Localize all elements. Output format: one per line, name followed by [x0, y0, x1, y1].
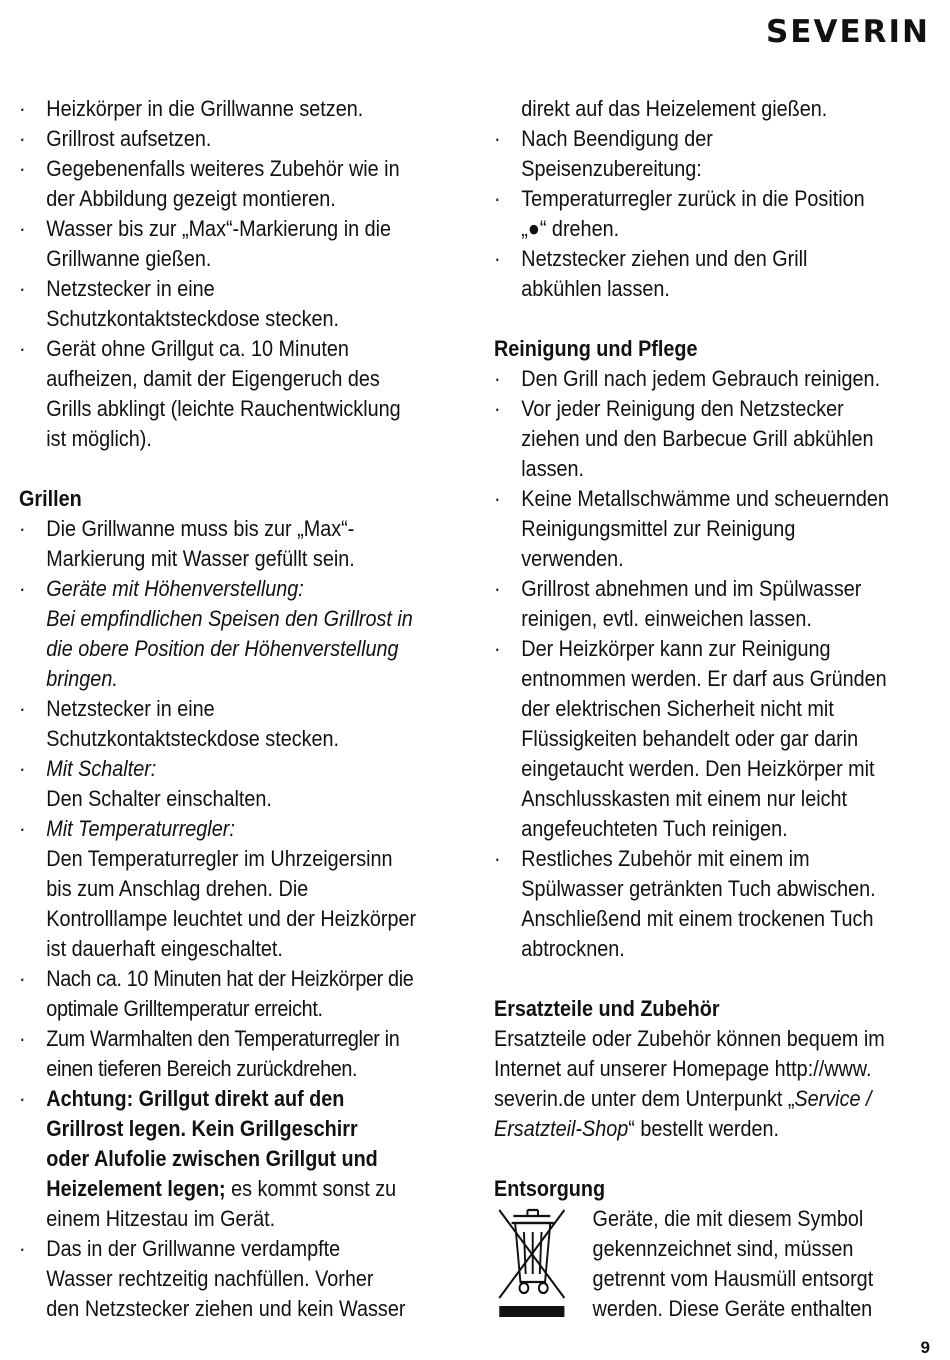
bullet: · [19, 1236, 26, 1261]
text-line: Anschließend mit einem trockenen Tuch [521, 906, 874, 931]
text-segment: “ drehen. [539, 216, 620, 241]
text-line: direkt auf das Heizelement gießen. [521, 96, 828, 121]
text-segment: „ [521, 216, 528, 241]
text-line: Reinigungsmittel zur Reinigung [521, 516, 796, 541]
section-heading-cleaning: Reinigung und Pflege [494, 336, 698, 361]
text-line: lassen. [521, 456, 585, 481]
text-line: Vor jeder Reinigung den Netzstecker [521, 396, 844, 421]
text-line: Grillrost abnehmen und im Spülwasser [521, 576, 862, 601]
text-line: Nach Beendigung der [521, 126, 713, 151]
text-line: einem Hitzestau im Gerät. [46, 1206, 276, 1231]
warning-line: Achtung: Grillgut direkt auf den [46, 1086, 345, 1111]
text-line: Den Temperaturregler im Uhrzeigersinn [46, 846, 393, 871]
text-line: Gegebenenfalls weiteres Zubehör wie in [46, 156, 400, 181]
text-segment: “ bestellt werden. [628, 1116, 780, 1141]
text-line: optimale Grilltemperatur erreicht. [46, 996, 323, 1021]
right-column [494, 94, 949, 1324]
text-line: Der Heizkörper kann zur Reinigung [521, 636, 831, 661]
warning-line: Grillrost legen. Kein Grillgeschirr [46, 1116, 358, 1141]
bullet: · [19, 1026, 26, 1051]
bullet: · [494, 366, 501, 391]
shop-link-text: Ersatzteil-Shop [494, 1116, 629, 1141]
text-line: Temperaturregler zurück in die Position [521, 186, 865, 211]
list-item-grillen-2 [19, 574, 463, 694]
text-line: Bei empfindlichen Speisen den Grillrost in [46, 606, 413, 631]
bullet: · [19, 516, 26, 541]
text-line: bis zum Anschlag drehen. Die [46, 876, 309, 901]
list-item-grillen-1 [19, 514, 463, 574]
text-line: werden. Diese Geräte enthalten [592, 1296, 873, 1321]
left-column [19, 94, 463, 1324]
list-item-grillen-3 [19, 694, 463, 754]
text-line: Grillwanne gießen. [46, 246, 212, 271]
text-line: Markierung mit Wasser gefüllt sein. [46, 546, 355, 571]
list-item-setup-2 [19, 124, 463, 154]
spacer [19, 454, 463, 484]
bullet: · [494, 576, 501, 601]
disposal-block [494, 1204, 949, 1324]
list-item-grillen-warning [19, 1084, 463, 1234]
list-item-continuation [494, 94, 949, 124]
list-item-setup-1 [19, 94, 463, 124]
text-line: einen tieferen Bereich zurückdrehen. [46, 1056, 358, 1081]
section-heading-grillen: Grillen [19, 486, 82, 511]
text-line: ziehen und den Barbecue Grill abkühlen [521, 426, 874, 451]
text-line: Netzstecker in eine [46, 696, 215, 721]
brand-logo: SEVERIN [765, 14, 930, 50]
page-number: 9 [920, 1338, 930, 1357]
text-line: bringen. [46, 666, 118, 691]
bullet: · [19, 816, 26, 841]
disposal-text [593, 1204, 874, 1324]
text-line: Den Schalter einschalten. [46, 786, 272, 811]
warning-line: oder Alufolie zwischen Grillgut und [46, 1146, 378, 1171]
text-line: Geräte, die mit diesem Symbol [592, 1206, 864, 1231]
spacer [494, 964, 949, 994]
bullet: · [494, 846, 501, 871]
text-line: gekennzeichnet sind, müssen [592, 1236, 854, 1261]
text-line: reinigen, evtl. einweichen lassen. [521, 606, 812, 631]
bullet: · [494, 396, 501, 421]
text-line: Grillrost aufsetzen. [46, 126, 212, 151]
text-line: Keine Metallschwämme und scheuernden [521, 486, 889, 511]
warning-text: Heizelement legen; [46, 1176, 226, 1201]
text-line: der elektrischen Sicherheit nicht mit [521, 696, 834, 721]
bullet: · [19, 696, 26, 721]
text-line: Wasser bis zur „Max“-Markierung in die [46, 216, 392, 241]
text-line: Grills abklingt (leichte Rauchentwicklung [46, 396, 401, 421]
text-line: angefeuchteten Tuch reinigen. [521, 816, 788, 841]
list-item-grillen-5 [19, 814, 463, 964]
text-line: Netzstecker in eine [46, 276, 215, 301]
list-item-grillen-9 [19, 1234, 463, 1324]
text-line [521, 214, 949, 244]
text-line: Gerät ohne Grillgut ca. 10 Minuten [46, 336, 349, 361]
list-item-cleaning-4 [494, 574, 949, 634]
bullet: · [19, 966, 26, 991]
bullet: · [19, 216, 26, 241]
text-line: Heizkörper in die Grillwanne setzen. [46, 96, 364, 121]
bullet: · [19, 276, 26, 301]
text-line: abkühlen lassen. [521, 276, 670, 301]
list-item-cleaning-1 [494, 364, 949, 394]
text-line: Flüssigkeiten behandelt oder gar darin [521, 726, 859, 751]
text-line: aufheizen, damit der Eigengeruch des [46, 366, 380, 391]
list-item-grillen-7 [19, 1024, 463, 1084]
spare-parts-paragraph [494, 1024, 949, 1144]
text-line [494, 1084, 949, 1114]
setup-steps-list [19, 94, 463, 454]
item-label: Mit Schalter: [46, 756, 157, 781]
text-segment: severin.de unter dem Unterpunkt „ [494, 1086, 795, 1111]
text-line: Anschlusskasten mit einem nur leicht [521, 786, 848, 811]
text-line [494, 1114, 949, 1144]
bullet: · [19, 126, 26, 151]
list-item-setup-5 [19, 274, 463, 334]
list-item-end-3 [494, 244, 949, 304]
crossed-out-wheelie-bin-icon [494, 1206, 570, 1318]
list-item-setup-3 [19, 154, 463, 214]
bullet: · [494, 186, 501, 211]
text-line: Wasser rechtzeitig nachfüllen. Vorher [46, 1266, 374, 1291]
text-line: Ersatzteile oder Zubehör können bequem im [494, 1026, 885, 1051]
item-label: Mit Temperaturregler: [46, 816, 235, 841]
text-line: Speisenzubereitung: [521, 156, 702, 181]
text-line: Den Grill nach jedem Gebrauch reinigen. [521, 366, 881, 391]
text-line: der Abbildung gezeigt montieren. [46, 186, 336, 211]
section-heading-disposal: Entsorgung [494, 1176, 606, 1201]
text-line: Kontrolllampe leuchtet und der Heizkörper [46, 906, 417, 931]
text-line: Spülwasser getränkten Tuch abwischen. [521, 876, 876, 901]
list-item-end-2 [494, 184, 949, 244]
bullet: · [494, 126, 501, 151]
text-line: abtrocknen. [521, 936, 625, 961]
spacer [494, 1144, 949, 1174]
bullet: · [494, 246, 501, 271]
list-item-end-1 [494, 124, 949, 184]
list-item-setup-4 [19, 214, 463, 274]
service-link-text: Service / [794, 1086, 872, 1111]
list-item-setup-6 [19, 334, 463, 454]
text-line: die obere Position der Höhenverstellung [46, 636, 399, 661]
bullet: · [19, 756, 26, 781]
text-line: ist dauerhaft eingeschaltet. [46, 936, 283, 961]
off-position-symbol-icon: ● [527, 216, 540, 241]
section-heading-spare-parts: Ersatzteile und Zubehör [494, 996, 720, 1021]
bullet: · [19, 1086, 26, 1111]
bullet: · [19, 336, 26, 361]
list-item-grillen-4 [19, 754, 463, 814]
list-item-cleaning-3 [494, 484, 949, 574]
list-item-cleaning-6 [494, 844, 949, 964]
text-line: Schutzkontaktsteckdose stecken. [46, 306, 340, 331]
text-line: Restliches Zubehör mit einem im [521, 846, 810, 871]
text-line: entnommen werden. Er darf aus Gründen [521, 666, 887, 691]
bullet: · [494, 636, 501, 661]
bullet: · [494, 486, 501, 511]
item-label: Geräte mit Höhenverstellung: [46, 576, 304, 601]
bullet: · [19, 156, 26, 181]
text-line: ist möglich). [46, 426, 152, 451]
list-item-grillen-6 [19, 964, 463, 1024]
text-line: Zum Warmhalten den Temperaturregler in [46, 1026, 400, 1051]
text-line: Internet auf unserer Homepage http://www. [494, 1056, 872, 1081]
spacer [494, 304, 949, 334]
text-line: Netzstecker ziehen und den Grill [521, 246, 808, 271]
text-line: eingetaucht werden. Den Heizkörper mit [521, 756, 875, 781]
text-line: getrennt vom Hausmüll entsorgt [592, 1266, 874, 1291]
list-item-cleaning-5 [494, 634, 949, 844]
list-item-cleaning-2 [494, 394, 949, 484]
text-segment: es kommt sonst zu [225, 1176, 397, 1201]
text-line: Die Grillwanne muss bis zur „Max“- [46, 516, 355, 541]
text-line: Schutzkontaktsteckdose stecken. [46, 726, 340, 751]
text-line: Das in der Grillwanne verdampfte [46, 1236, 341, 1261]
text-line: Nach ca. 10 Minuten hat der Heizkörper die [46, 966, 414, 991]
bullet: · [19, 576, 26, 601]
text-line [46, 1174, 463, 1204]
text-line: den Netzstecker ziehen und kein Wasser [46, 1296, 406, 1321]
bullet: · [19, 96, 26, 121]
text-line: verwenden. [521, 546, 624, 571]
